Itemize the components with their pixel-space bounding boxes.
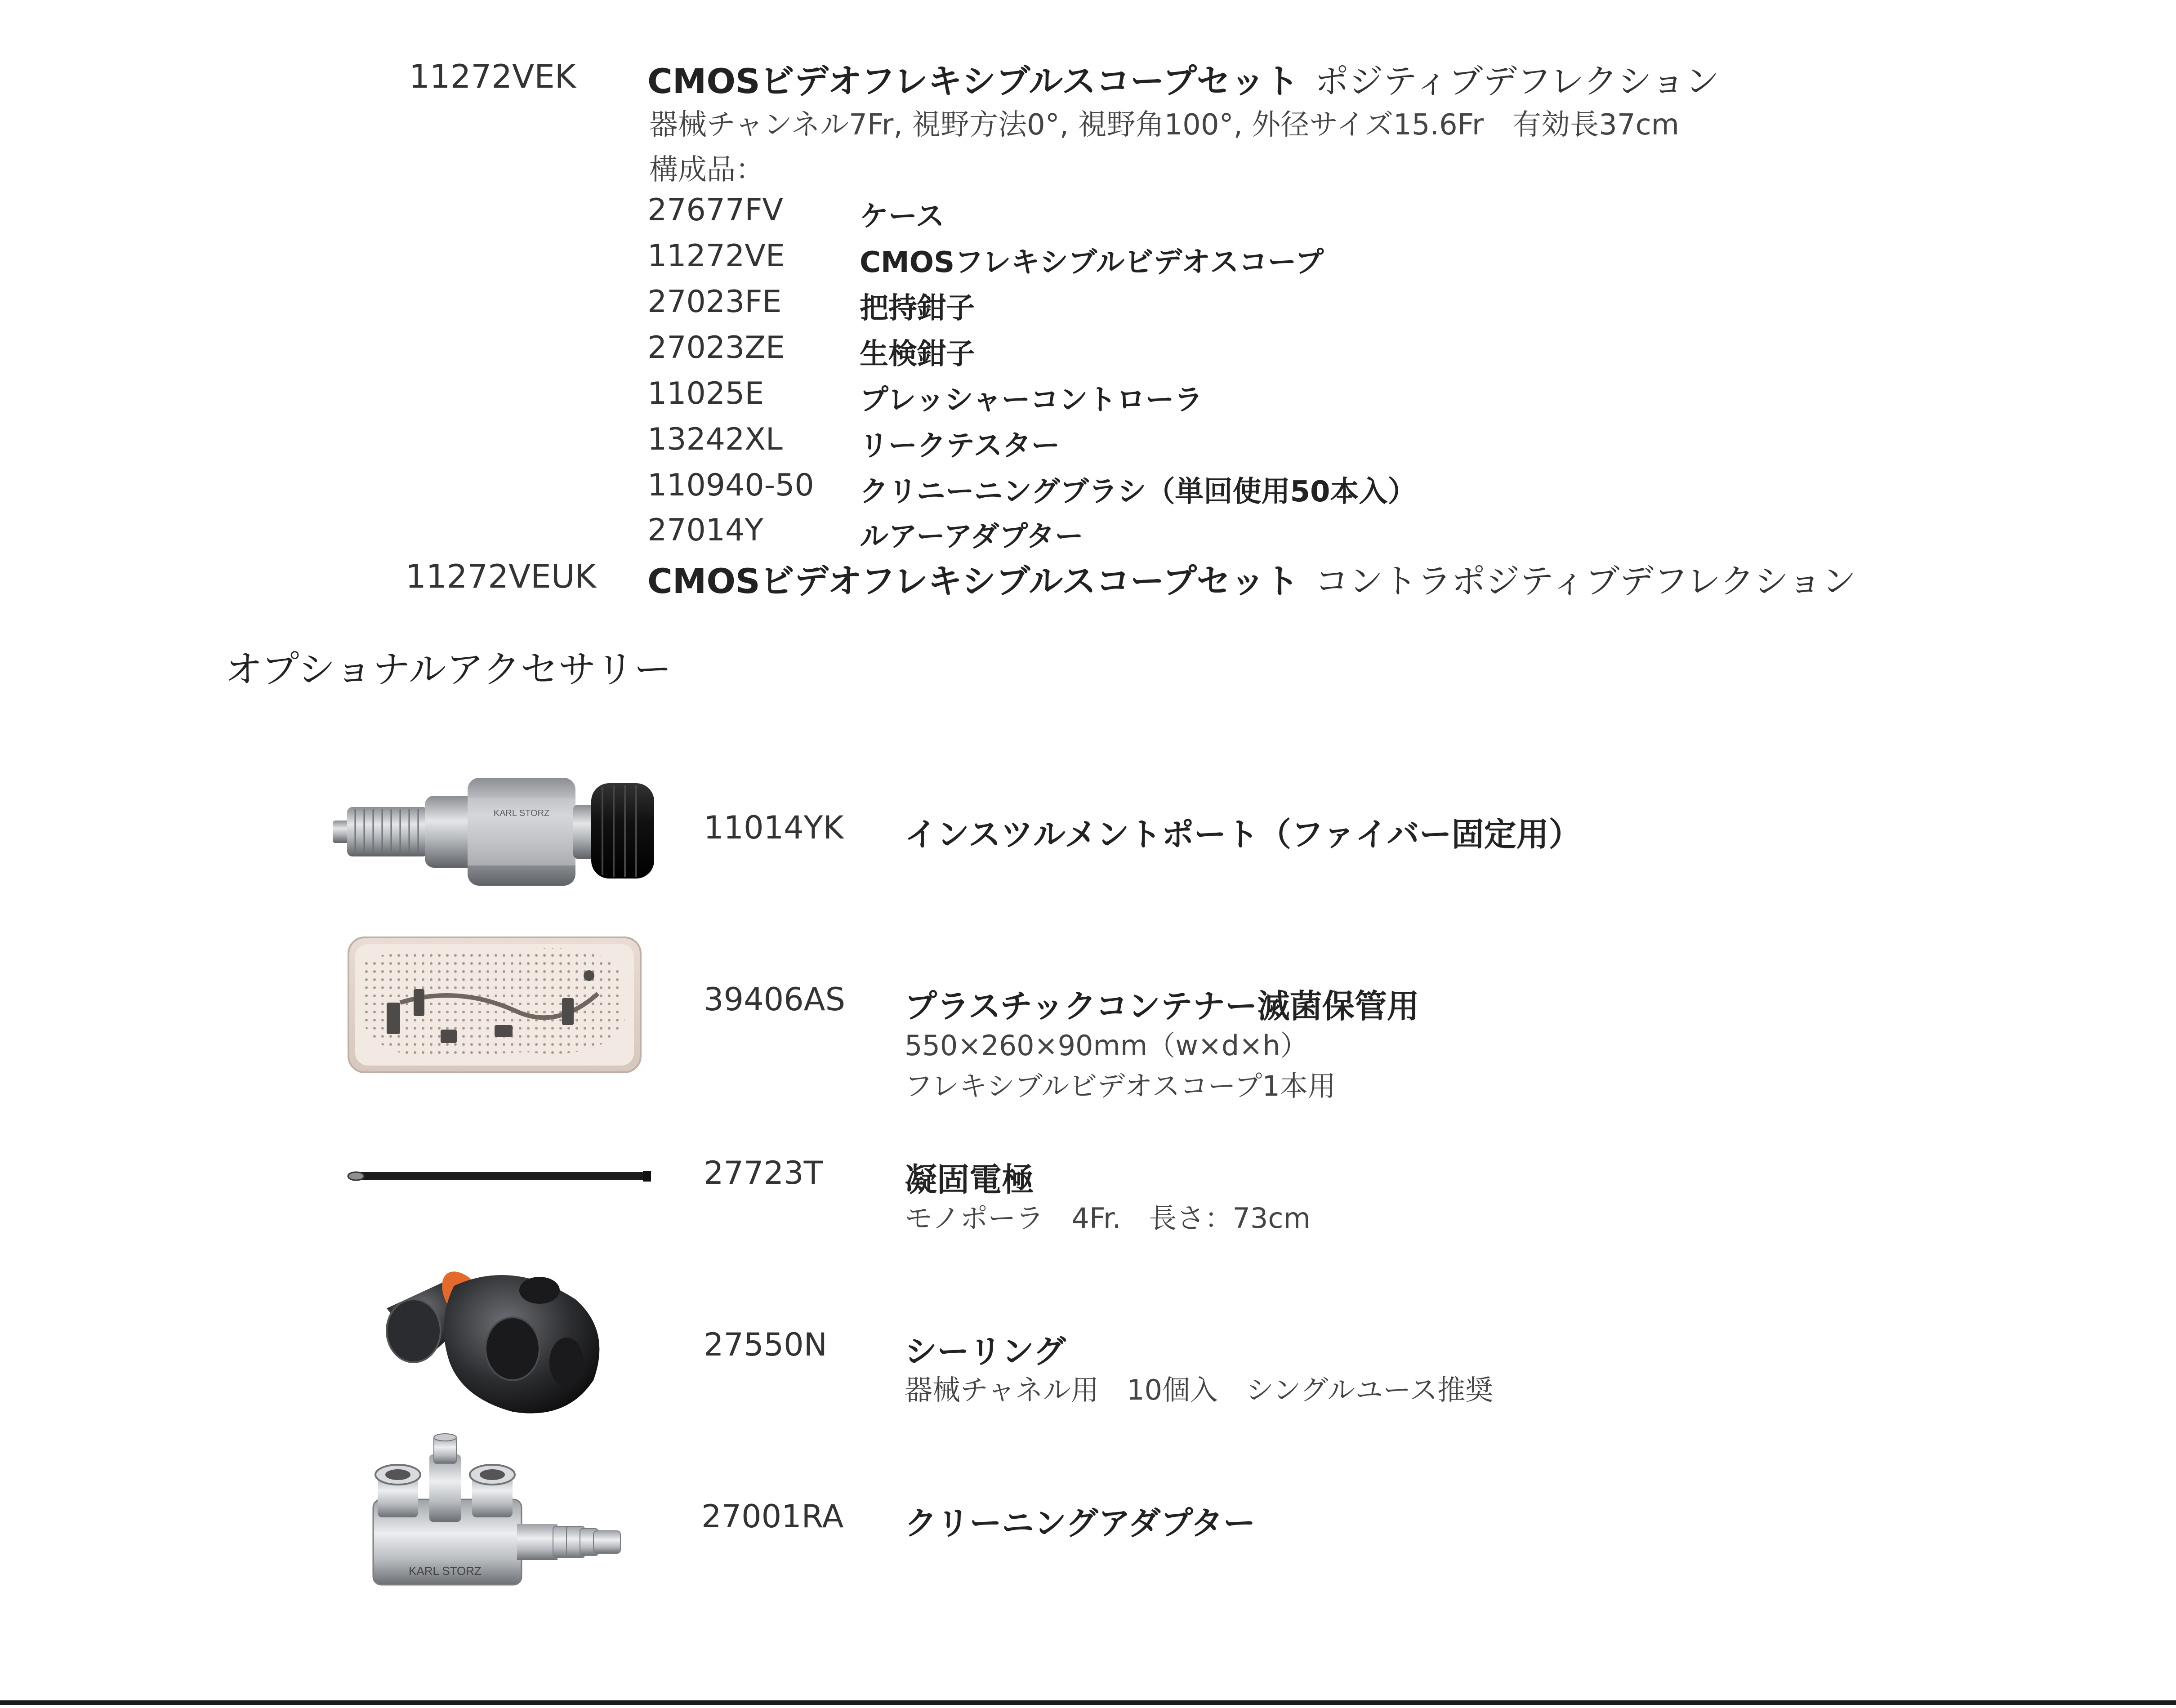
component-name: ケース (860, 200, 945, 233)
component-name: CMOSフレキシブルビデオスコープ (860, 246, 1324, 279)
accessory-name: 凝固電極 (905, 1161, 1034, 1199)
components-label: 構成品： (649, 153, 764, 187)
accessory-name: インスツルメントポート（ファイバー固定用） (905, 816, 1581, 853)
cleaning-adapter-image (369, 1432, 629, 1594)
component-name: 把持鉗子 (860, 292, 975, 325)
instrument-port-image (333, 773, 656, 890)
accessory-name: シーリング (905, 1333, 1066, 1370)
engraving-text: KARL STORZ (409, 1564, 482, 1578)
set-code: 11272VEK (409, 58, 576, 95)
component-code: 11272VE (647, 238, 785, 274)
set-deflection: コントラポジティブデフレクション (1315, 561, 1856, 601)
component-name: ルアーアダプター (860, 520, 1084, 553)
set-title-line (647, 554, 1856, 603)
set-spec: 器械チャンネル7Fr, 視野方法0°, 視野角100°, 外径サイズ15.6Fr 有効長37cm (649, 108, 1680, 142)
sealing-image (378, 1259, 611, 1425)
accessory-code: 27550N (704, 1326, 828, 1363)
set-title-line (647, 54, 1719, 103)
component-name: クリニーニングブラシ（単回使用50本入） (860, 475, 1417, 508)
component-code: 27677FV (647, 192, 783, 228)
component-name: 生検鉗子 (860, 338, 975, 371)
component-code: 27014Y (647, 513, 763, 548)
electrode-image (346, 1164, 652, 1187)
component-code: 13242XL (647, 422, 783, 457)
accessory-code: 39406AS (704, 981, 845, 1018)
engraving-text: KARL STORZ (493, 808, 550, 818)
set-title: CMOSビデオフレキシブルスコープセット (647, 561, 1299, 601)
component-name: リークテスター (860, 429, 1060, 463)
accessory-spec: フレキシブルビデオスコープ1本用 (905, 1070, 1336, 1102)
accessory-code: 27723T (704, 1155, 823, 1191)
component-code: 110940-50 (647, 468, 814, 503)
accessory-code: 27001RA (701, 1498, 844, 1535)
accessory-name: クリーニングアダプター (905, 1504, 1256, 1542)
accessory-spec: 器械チャネル用 10個入 シングルユース推奨 (905, 1374, 1494, 1406)
container-image (346, 935, 643, 1075)
accessory-spec: 550×260×90mm（w×d×h） (905, 1029, 1308, 1062)
component-code: 27023FE (647, 284, 782, 320)
accessory-spec: モノポーラ 4Fr. 長さ：73cm (905, 1202, 1311, 1235)
component-name: プレッシャーコントローラ (860, 384, 1203, 417)
set-title: CMOSビデオフレキシブルスコープセット (647, 61, 1299, 101)
accessory-name: プラスチックコンテナー滅菌保管用 (905, 987, 1419, 1025)
component-code: 11025E (647, 376, 764, 411)
bottom-rule (0, 1700, 2176, 1705)
set-deflection: ポジティブデフレクション (1315, 61, 1720, 101)
accessory-code: 11014YK (704, 809, 844, 846)
component-code: 27023ZE (647, 330, 785, 366)
accessories-heading: オプショナルアクセサリー (225, 647, 672, 691)
set-code: 11272VEUK (406, 557, 596, 595)
